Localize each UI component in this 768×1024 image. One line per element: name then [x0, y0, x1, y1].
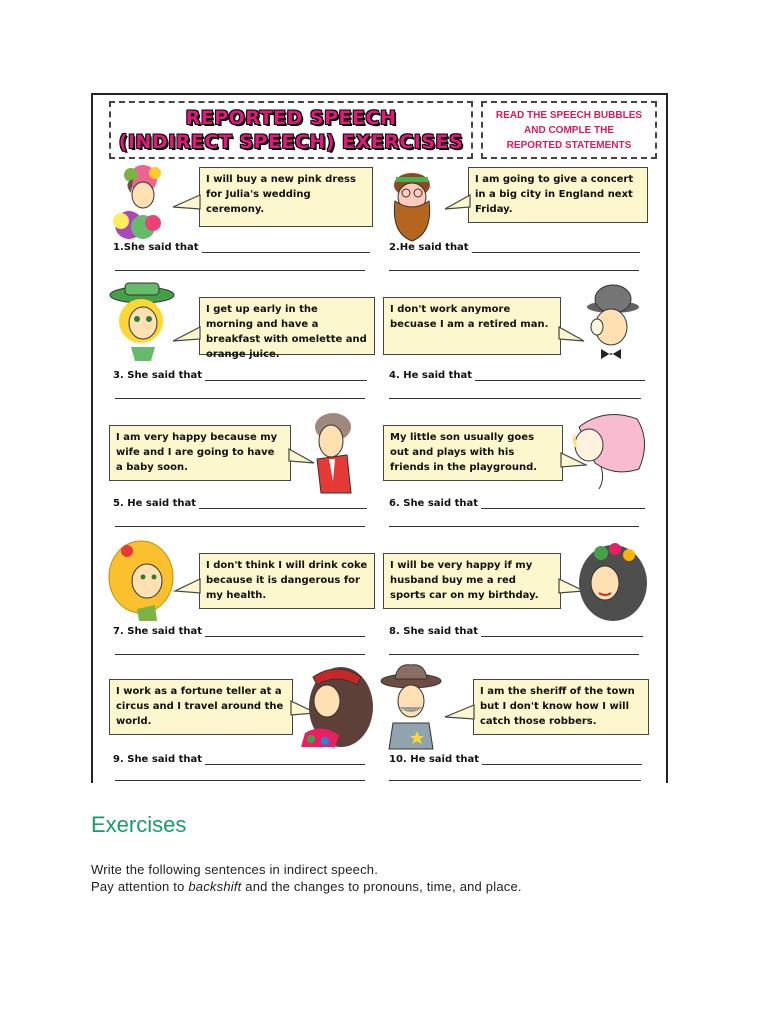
- sheriff-cowboy-icon: [379, 661, 445, 751]
- answer-line-10b[interactable]: [389, 779, 641, 781]
- bubble-tail-10: [445, 705, 475, 725]
- answer-line-6b[interactable]: [389, 525, 639, 527]
- answer-prompt-5: 5. He said that: [113, 497, 367, 509]
- speech-bubble-3: I get up early in the morning and have a breakfast with omelette and orange juice.: [199, 297, 375, 355]
- answer-line-8b[interactable]: [389, 653, 639, 655]
- instruction-text-after: and the changes to pronouns, time, and place.: [241, 879, 522, 894]
- instructions-line-1: READ THE SPEECH BUBBLES: [495, 109, 643, 121]
- speech-bubble-8: I will be very happy if my husband buy me a red sports car on my birthday.: [383, 553, 561, 609]
- answer-line-1b[interactable]: [115, 269, 365, 271]
- answer-prompt-1: 1.She said that: [113, 241, 370, 253]
- answer-line-8[interactable]: [481, 625, 643, 637]
- answer-prompt-8: 8. She said that: [389, 625, 643, 637]
- woman-green-hat-icon: [107, 281, 177, 367]
- answer-prompt-3: 3. She said that: [113, 369, 367, 381]
- woman-curly-hair-icon: [107, 539, 183, 623]
- bubble-tail-3: [173, 327, 201, 347]
- answer-line-5b[interactable]: [115, 525, 365, 527]
- answer-line-7b[interactable]: [115, 653, 365, 655]
- speech-bubble-10: I am the sheriff of the town but I don't know how I will catch those robbers.: [473, 679, 649, 735]
- answer-line-5[interactable]: [199, 497, 367, 509]
- bearded-man-icon: [381, 163, 443, 243]
- answer-line-9b[interactable]: [115, 779, 365, 781]
- speech-bubble-1: I will buy a new pink dress for Julia's wedding ceremony.: [199, 167, 373, 227]
- answer-prompt-4: 4. He said that: [389, 369, 645, 381]
- speech-bubble-7: I don't think I will drink coke because it is dangerous for my health.: [199, 553, 375, 609]
- man-red-shirt-icon: [307, 411, 357, 495]
- answer-line-10[interactable]: [482, 753, 642, 765]
- answer-prompt-9: 9. She said that: [113, 753, 365, 765]
- bubble-tail-2: [445, 195, 471, 215]
- worksheet: [91, 93, 668, 783]
- backshift-term: backshift: [188, 879, 242, 894]
- speech-bubble-2: I am going to give a concert in a big city in England next Friday.: [468, 167, 648, 223]
- woman-flower-hat-icon: [109, 163, 173, 241]
- old-man-bowler-hat-icon: [581, 283, 645, 363]
- answer-line-2[interactable]: [472, 241, 640, 253]
- answer-line-4b[interactable]: [389, 397, 641, 399]
- answer-prompt-10: 10. He said that: [389, 753, 642, 765]
- answer-line-6[interactable]: [481, 497, 645, 509]
- answer-line-2b[interactable]: [389, 269, 639, 271]
- bubble-tail-7: [175, 579, 201, 599]
- worksheet-title-line-1: REPORTED SPEECH: [185, 107, 397, 129]
- speech-bubble-5: I am very happy because my wife and I are going to have a baby soon.: [109, 425, 291, 481]
- exercises-heading: Exercises: [91, 812, 187, 837]
- answer-line-9[interactable]: [205, 753, 365, 765]
- speech-bubble-9: I work as a fortune teller at a circus and I travel around the world.: [109, 679, 293, 735]
- answer-line-4[interactable]: [475, 369, 645, 381]
- speech-bubble-4: I don't work anymore becuase I am a retired man.: [383, 297, 561, 355]
- answer-line-3b[interactable]: [115, 397, 365, 399]
- worksheet-title-line-2: (INDIRECT SPEECH) EXERCISES: [118, 131, 464, 153]
- instructions-line-2: AND COMPLE THE: [524, 124, 614, 136]
- woman-dark-hair-flowers-icon: [573, 539, 649, 623]
- fortune-teller-woman-icon: [291, 663, 377, 749]
- exercises-instruction-1: Write the following sentences in indirect speech.: [91, 862, 379, 877]
- worksheet-title-box: [109, 101, 473, 159]
- instruction-text-before: Pay attention to: [91, 879, 189, 894]
- speech-bubble-6: My little son usually goes out and plays with his friends in the playground.: [383, 425, 563, 481]
- answer-line-1[interactable]: [202, 241, 370, 253]
- instructions-box: [481, 101, 657, 159]
- exercises-instruction-2: [91, 879, 522, 894]
- answer-prompt-7: 7. She said that: [113, 625, 365, 637]
- answer-prompt-6: 6. She said that: [389, 497, 645, 509]
- answer-line-7[interactable]: [205, 625, 365, 637]
- woman-pink-bonnet-icon: [565, 411, 651, 491]
- instructions-line-3: REPORTED STATEMENTS: [506, 139, 632, 151]
- answer-line-3[interactable]: [205, 369, 367, 381]
- bubble-tail-1: [173, 195, 201, 215]
- answer-prompt-2: 2.He said that: [389, 241, 640, 253]
